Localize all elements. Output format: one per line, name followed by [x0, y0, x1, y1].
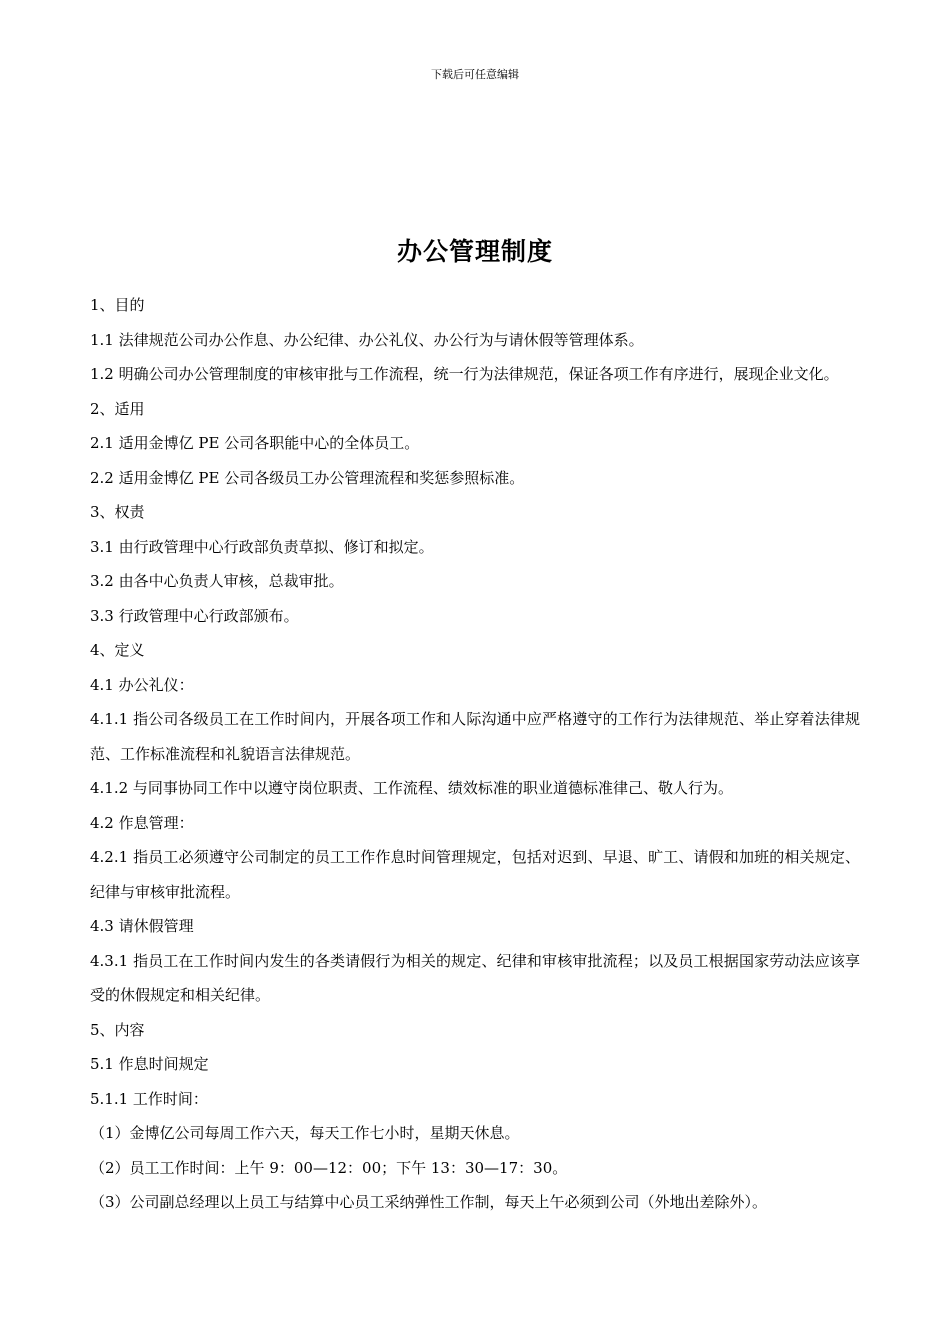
list-item: （2）员工工作时间：上午 9：00—12：00；下午 13：30—17：30。	[90, 1158, 568, 1177]
paragraph: 2.1 适用金博亿 PE 公司各职能中心的全体员工。	[90, 434, 420, 452]
paragraph: 4.1.1 指公司各级员工在工作时间内，开展各项工作和人际沟通中应严格遵守的工作行为法律规范、举止穿着法律规范、工作标准流程和礼貌语言法律规范。	[90, 710, 860, 763]
header-note: 下载后可任意编辑	[431, 68, 519, 81]
paragraph: 4.1 办公礼仪：	[90, 675, 194, 694]
paragraph: 4.3.1 指员工在工作时间内发生的各类请假行为相关的规定、纪律和审核审批流程；以及员工根据国家劳动法应该享受的休假规定和相关纪律。	[90, 951, 860, 1004]
paragraph: 4.3 请休假管理	[90, 917, 194, 935]
document-title: 办公管理制度	[396, 237, 553, 266]
paragraph: 3.3 行政管理中心行政部颁布。	[90, 606, 299, 625]
paragraph: 5.1 作息时间规定	[90, 1055, 209, 1073]
paragraph: 2.2 适用金博亿 PE 公司各级员工办公管理流程和奖惩参照标准。	[90, 468, 525, 487]
paragraph: 4.1.2 与同事协同工作中以遵守岗位职责、工作流程、绩效标准的职业道德标准律己、敬人行为。	[90, 779, 733, 797]
paragraph: 5.1.1 工作时间：	[90, 1089, 208, 1108]
paragraph: 1.1 法律规范公司办公作息、办公纪律、办公礼仪、办公行为与请休假等管理体系。	[90, 330, 644, 349]
section-heading: 3、权责	[90, 503, 145, 521]
section-heading: 4、定义	[90, 641, 145, 659]
paragraph: 3.1 由行政管理中心行政部负责草拟、修订和拟定。	[90, 537, 434, 556]
section-heading: 2、适用	[90, 399, 145, 418]
list-item: （3）公司副总经理以上员工与结算中心员工采纳弹性工作制，每天上午必须到公司（外地出差除外）。	[90, 1193, 768, 1211]
paragraph: 3.2 由各中心负责人审核，总裁审批。	[90, 572, 344, 590]
document-body	[90, 288, 860, 1220]
section-heading: 5、内容	[90, 1020, 145, 1039]
paragraph: 4.2.1 指员工必须遵守公司制定的员工工作作息时间管理规定，包括对迟到、早退、旷工、请假和加班的相关规定、纪律与审核审批流程。	[90, 848, 860, 901]
paragraph: 4.2 作息管理：	[90, 813, 194, 832]
list-item: （1）金博亿公司每周工作六天，每天工作七小时，星期天休息。	[90, 1124, 520, 1142]
paragraph: 1.2 明确公司办公管理制度的审核审批与工作流程，统一行为法律规范，保证各项工作有序进行，展现企业文化。	[90, 365, 839, 383]
section-heading: 1、目的	[90, 296, 145, 314]
